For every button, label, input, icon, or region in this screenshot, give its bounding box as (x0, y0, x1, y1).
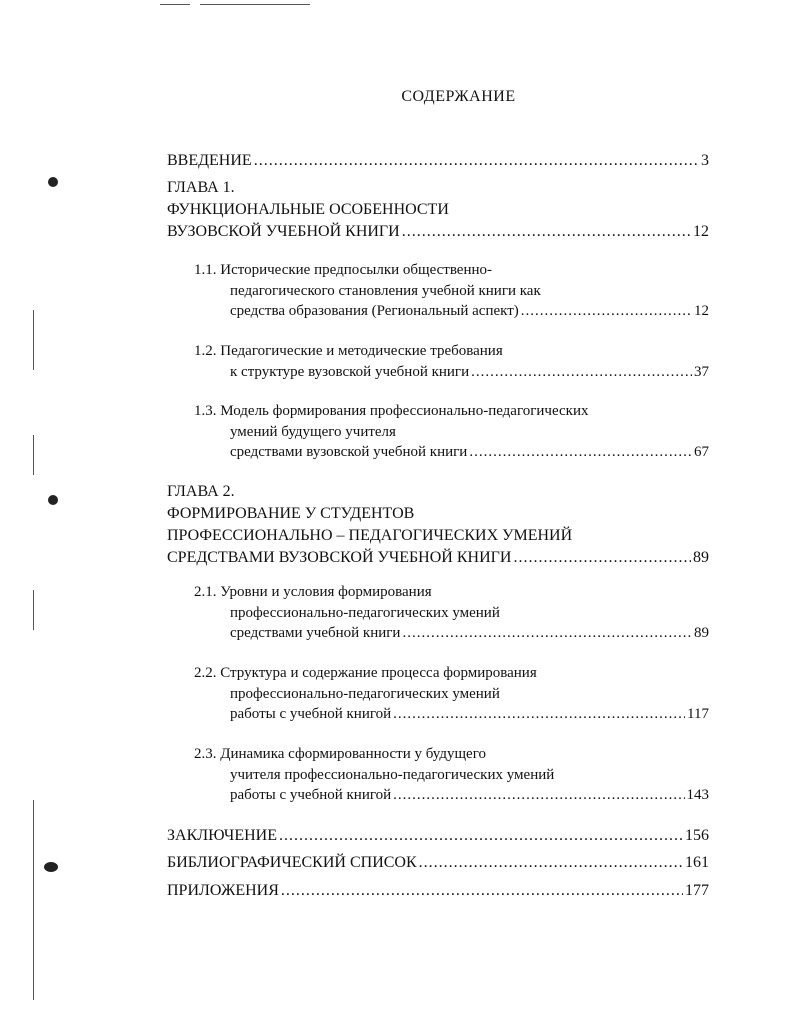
section-title-line: Модель формирования профессионально-педагогических (220, 403, 589, 419)
toc-page-number: 12 (693, 223, 709, 240)
toc-section-1-1 (194, 260, 709, 322)
section-number: 1.1. (194, 262, 217, 278)
section-title-line: профессионально-педагогических умений (230, 604, 500, 621)
section-title-line: Структура и содержание процесса формирования (220, 665, 537, 681)
section-number: 1.3. (194, 403, 217, 419)
toc-page-number: 177 (685, 882, 709, 899)
section-title-line: средствами вузовской учебной книги (230, 444, 468, 460)
section-number: 2.1. (194, 584, 217, 600)
leader-dots (419, 852, 683, 874)
toc-chapter-1 (167, 177, 709, 243)
leader-dots (521, 301, 692, 322)
section-title-line: педагогического становления учебной книги как (230, 282, 541, 299)
page-title: СОДЕРЖАНИЕ (401, 88, 516, 105)
toc-section-2-3 (194, 744, 709, 806)
chapter-heading: ГЛАВА 1. (167, 179, 235, 196)
section-title-line: профессионально-педагогических умений (230, 685, 500, 702)
scan-mark-top (160, 4, 190, 5)
scan-margin-line (33, 590, 34, 630)
scan-dot (44, 862, 58, 872)
toc-page-number: 89 (693, 549, 709, 566)
scan-margin-line (33, 310, 34, 370)
section-title-line: средствами учебной книги (230, 625, 401, 641)
section-title-line: к структуре вузовской учебной книги (230, 363, 470, 380)
section-title-line: работы с учебной книгой (230, 787, 392, 803)
leader-dots (471, 362, 692, 383)
scan-margin-line (33, 800, 34, 1000)
scan-dot (48, 495, 58, 505)
toc-page-number: 37 (694, 363, 709, 380)
toc-page-number: 156 (685, 827, 709, 844)
toc-entry-bibliography (167, 852, 709, 874)
chapter-title-line: ФУНКЦИОНАЛЬНЫЕ ОСОБЕННОСТИ (167, 201, 449, 218)
chapter-title-line: СРЕДСТВАМИ ВУЗОВСКОЙ УЧЕБНОЙ КНИГИ (167, 549, 512, 566)
leader-dots (393, 704, 685, 725)
leader-dots (513, 547, 691, 569)
toc-label: ЗАКЛЮЧЕНИЕ (167, 827, 277, 844)
toc-page-number: 67 (694, 444, 709, 460)
chapter-title-line: ПРОФЕССИОНАЛЬНО – ПЕДАГОГИЧЕСКИХ УМЕНИЙ (167, 527, 573, 544)
leader-dots (402, 221, 691, 243)
section-number: 2.3. (194, 746, 217, 762)
toc-page-number: 12 (694, 303, 709, 319)
section-title-line: работы с учебной книгой (230, 706, 392, 722)
toc-page-number: 117 (687, 706, 709, 722)
toc-page-number: 3 (701, 152, 709, 169)
toc-section-1-3 (194, 401, 709, 463)
toc-page-number: 89 (694, 625, 709, 641)
section-title-line: умений будущего учителя (230, 423, 396, 440)
chapter-title-line: ФОРМИРОВАНИЕ У СТУДЕНТОВ (167, 505, 415, 522)
toc-entry-conclusion (167, 825, 709, 847)
toc-entry-appendices (167, 880, 709, 902)
section-number: 1.2. (194, 343, 217, 359)
section-title-line: Исторические предпосылки общественно- (220, 262, 493, 278)
chapter-title-line: ВУЗОВСКОЙ УЧЕБНОЙ КНИГИ (167, 223, 400, 240)
toc-entry-intro (167, 150, 709, 172)
scan-dot (48, 177, 58, 187)
section-number: 2.2. (194, 665, 217, 681)
toc-label: БИБЛИОГРАФИЧЕСКИЙ СПИСОК (167, 854, 417, 871)
toc-chapter-2 (167, 481, 709, 569)
section-title-line: учителя профессионально-педагогических умений (230, 766, 555, 783)
leader-dots (402, 623, 692, 644)
section-title-line: средства образования (Региональный аспект) (230, 303, 519, 319)
section-title-line: Динамика сформированности у будущего (220, 746, 486, 762)
leader-dots (393, 785, 684, 806)
scan-margin-line (33, 435, 34, 475)
toc-section-1-2 (194, 341, 709, 382)
toc-page-number: 161 (685, 854, 709, 871)
leader-dots (469, 442, 692, 463)
leader-dots (254, 150, 699, 172)
section-title-line: Уровни и условия формирования (220, 584, 432, 600)
leader-dots (279, 825, 683, 847)
leader-dots (281, 880, 683, 902)
chapter-heading: ГЛАВА 2. (167, 483, 235, 500)
toc-page-number: 143 (686, 787, 709, 803)
toc-label: ПРИЛОЖЕНИЯ (167, 882, 279, 899)
toc-label: ВВЕДЕНИЕ (167, 152, 252, 169)
scan-mark-top-2 (200, 4, 310, 5)
toc-section-2-1 (194, 582, 709, 644)
section-title-line: Педагогические и методические требования (220, 343, 503, 359)
toc-section-2-2 (194, 663, 709, 725)
